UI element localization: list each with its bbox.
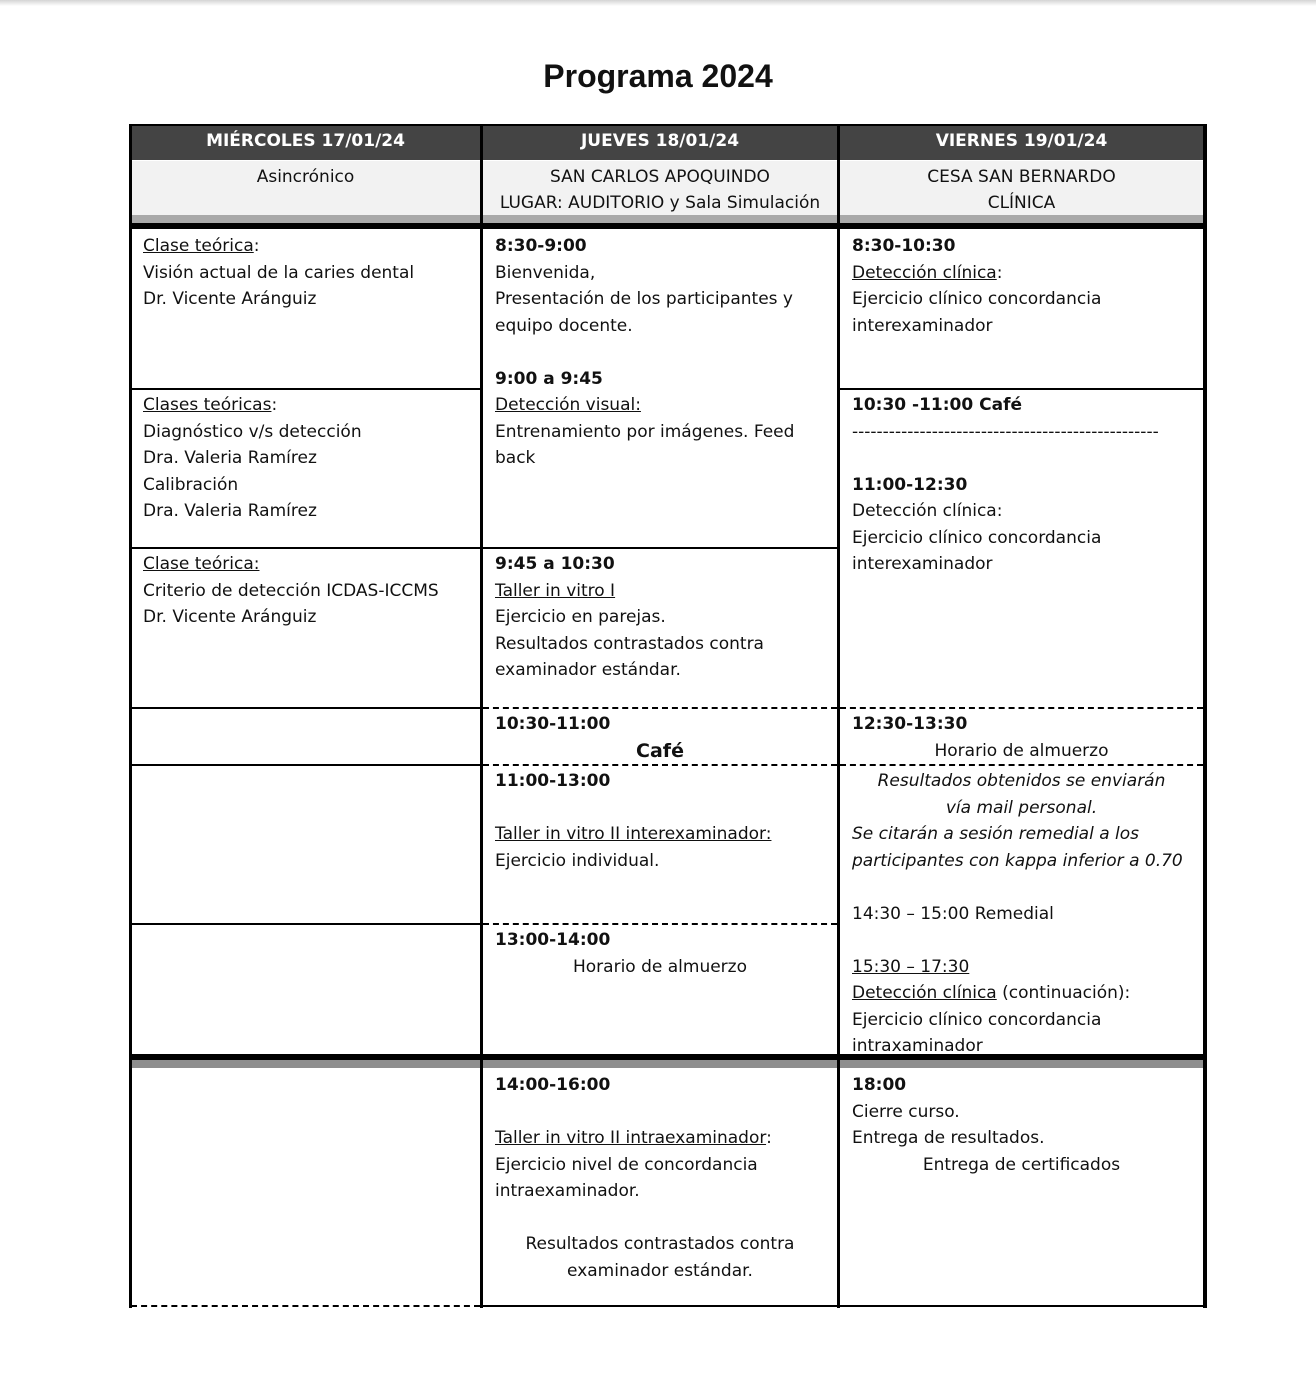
session-label: Detección clínica — [852, 983, 997, 1003]
session-text: Ejercicio en parejas. — [495, 607, 666, 627]
session-text: Horario de almuerzo — [572, 956, 747, 977]
session-text: Ejercicio clínico concordancia — [852, 527, 1102, 548]
header-thursday: JUEVES 18/01/24 — [483, 126, 837, 160]
session-text: Resultados contrastados contra — [495, 633, 764, 654]
location-thursday — [483, 161, 837, 215]
thu-block-3 — [483, 707, 837, 764]
location-text-2: LUGAR: AUDITORIO y Sala Simulación — [499, 193, 821, 213]
time-slot: 8:30-10:30 — [852, 236, 956, 256]
dashed-divider: -------------------------------------------------- — [852, 421, 1159, 442]
location-friday — [840, 161, 1203, 215]
row-line — [131, 707, 480, 709]
wed-block-1 — [131, 229, 480, 313]
time-slot: 12:30-13:30 — [852, 714, 968, 734]
fri-block-2 — [840, 388, 1203, 578]
table-border-top — [129, 124, 1207, 126]
session-text: Visión actual de la caries dental — [143, 262, 415, 283]
session-text: Ejercicio nivel de concordancia — [495, 1154, 758, 1175]
session-text: Bienvenida, — [495, 262, 596, 283]
note-text: vía mail personal. — [945, 797, 1098, 818]
row-line — [483, 1305, 837, 1307]
fri-block-4 — [840, 764, 1203, 1060]
speaker: Dr. Vicente Aránguiz — [143, 607, 317, 627]
session-label: Clase teórica: — [143, 554, 260, 574]
session-label: Detección clínica: — [852, 501, 1003, 521]
session-text: Horario de almuerzo — [934, 740, 1109, 761]
time-slot: 11:00-12:30 — [852, 474, 968, 495]
row-line — [131, 764, 480, 766]
session-label: Detección visual: — [495, 395, 641, 415]
time-slot: 10:30 -11:00 Café — [852, 395, 1022, 415]
session-label: Detección clínica — [852, 262, 997, 283]
bottom-separator-gray — [131, 1060, 1205, 1068]
time-slot: 8:30-9:00 — [495, 236, 587, 256]
session-label: Taller in vitro I — [495, 580, 616, 601]
page-title: Programa 2024 — [543, 58, 773, 94]
row-line — [131, 923, 480, 925]
session-text: interexaminador — [852, 554, 993, 574]
session-text: back — [495, 448, 536, 468]
session-text: equipo docente. — [495, 315, 633, 336]
location-text: Asincrónico — [256, 167, 355, 187]
session-text: Cierre curso. — [852, 1101, 960, 1122]
header-separator — [131, 215, 1205, 223]
header-friday: VIERNES 19/01/24 — [840, 126, 1203, 160]
time-slot: 10:30-11:00 — [495, 714, 611, 734]
thu-block-6 — [483, 1068, 837, 1284]
wed-block-3 — [131, 547, 480, 631]
session-text: Presentación de los participantes y — [495, 289, 793, 309]
session-text: Calibración — [143, 474, 239, 495]
location-wednesday — [131, 161, 480, 215]
thu-block-1 — [483, 229, 837, 472]
thu-block-2 — [483, 547, 837, 684]
session-text: 14:30 – 15:00 Remedial — [852, 903, 1054, 924]
colon: : — [996, 262, 1003, 283]
session-label: Clase teórica — [143, 236, 254, 256]
session-text: Ejercicio individual. — [495, 850, 660, 871]
session-text: Café — [636, 739, 684, 762]
session-label: Clases teóricas — [143, 395, 272, 415]
session-label: Taller in vitro II interexaminador: — [495, 824, 772, 844]
time-slot: 18:00 — [852, 1075, 907, 1095]
colon: : — [766, 1128, 772, 1148]
label-suffix: (continuación): — [996, 983, 1131, 1003]
session-text: Resultados contrastados contra — [525, 1234, 795, 1254]
colon: : — [271, 395, 278, 415]
session-text: Entrega de resultados. — [852, 1128, 1045, 1148]
row-line-dashed — [131, 1305, 480, 1307]
session-text: examinador estándar. — [495, 660, 681, 680]
thu-block-4 — [483, 764, 837, 874]
fri-block-3 — [840, 707, 1203, 764]
fri-block-5 — [840, 1068, 1203, 1178]
session-text: Ejercicio clínico concordancia — [852, 289, 1102, 309]
row-line — [840, 1305, 1203, 1307]
thu-block-5 — [483, 923, 837, 980]
session-text: examinador estándar. — [567, 1260, 753, 1281]
location-text: CESA SAN BERNARDO — [927, 167, 1116, 187]
location-text-2: CLÍNICA — [987, 193, 1056, 213]
colon: : — [253, 236, 260, 256]
note-text: Se citarán a sesión remedial a los — [852, 824, 1140, 844]
time-slot: 11:00-13:00 — [495, 771, 611, 791]
time-slot: 9:45 a 10:30 — [495, 554, 615, 574]
top-shadow — [0, 0, 1316, 6]
time-slot: 9:00 a 9:45 — [495, 368, 603, 389]
session-text: Diagnóstico v/s detección — [143, 421, 362, 442]
session-label: Taller in vitro II intraexaminador — [495, 1128, 767, 1148]
header-wednesday: MIÉRCOLES 17/01/24 — [131, 126, 480, 160]
fri-block-1 — [840, 229, 1203, 339]
speaker: Dra. Valeria Ramírez — [143, 501, 317, 521]
session-text: Ejercicio clínico concordancia — [852, 1009, 1102, 1030]
session-text: Entrenamiento por imágenes. Feed — [495, 421, 795, 442]
wed-block-2 — [131, 388, 480, 525]
location-text: SAN CARLOS APOQUINDO — [550, 167, 770, 187]
session-text: intraxaminador — [852, 1036, 983, 1056]
speaker: Dr. Vicente Aránguiz — [143, 289, 317, 309]
time-slot: 14:00-16:00 — [495, 1075, 611, 1095]
session-text: interexaminador — [852, 315, 993, 336]
session-text: intraexaminador. — [495, 1181, 640, 1201]
time-slot: 15:30 – 17:30 — [852, 956, 970, 977]
note-text: Resultados obtenidos se enviarán — [877, 771, 1166, 791]
table-border-right-outer — [1206, 124, 1207, 1308]
session-text: Entrega de certificados — [922, 1154, 1121, 1175]
session-text: Criterio de detección ICDAS-ICCMS — [143, 580, 439, 601]
speaker: Dra. Valeria Ramírez — [143, 448, 317, 468]
note-text: participantes con kappa inferior a 0.70 — [852, 850, 1183, 871]
time-slot: 13:00-14:00 — [495, 930, 611, 950]
